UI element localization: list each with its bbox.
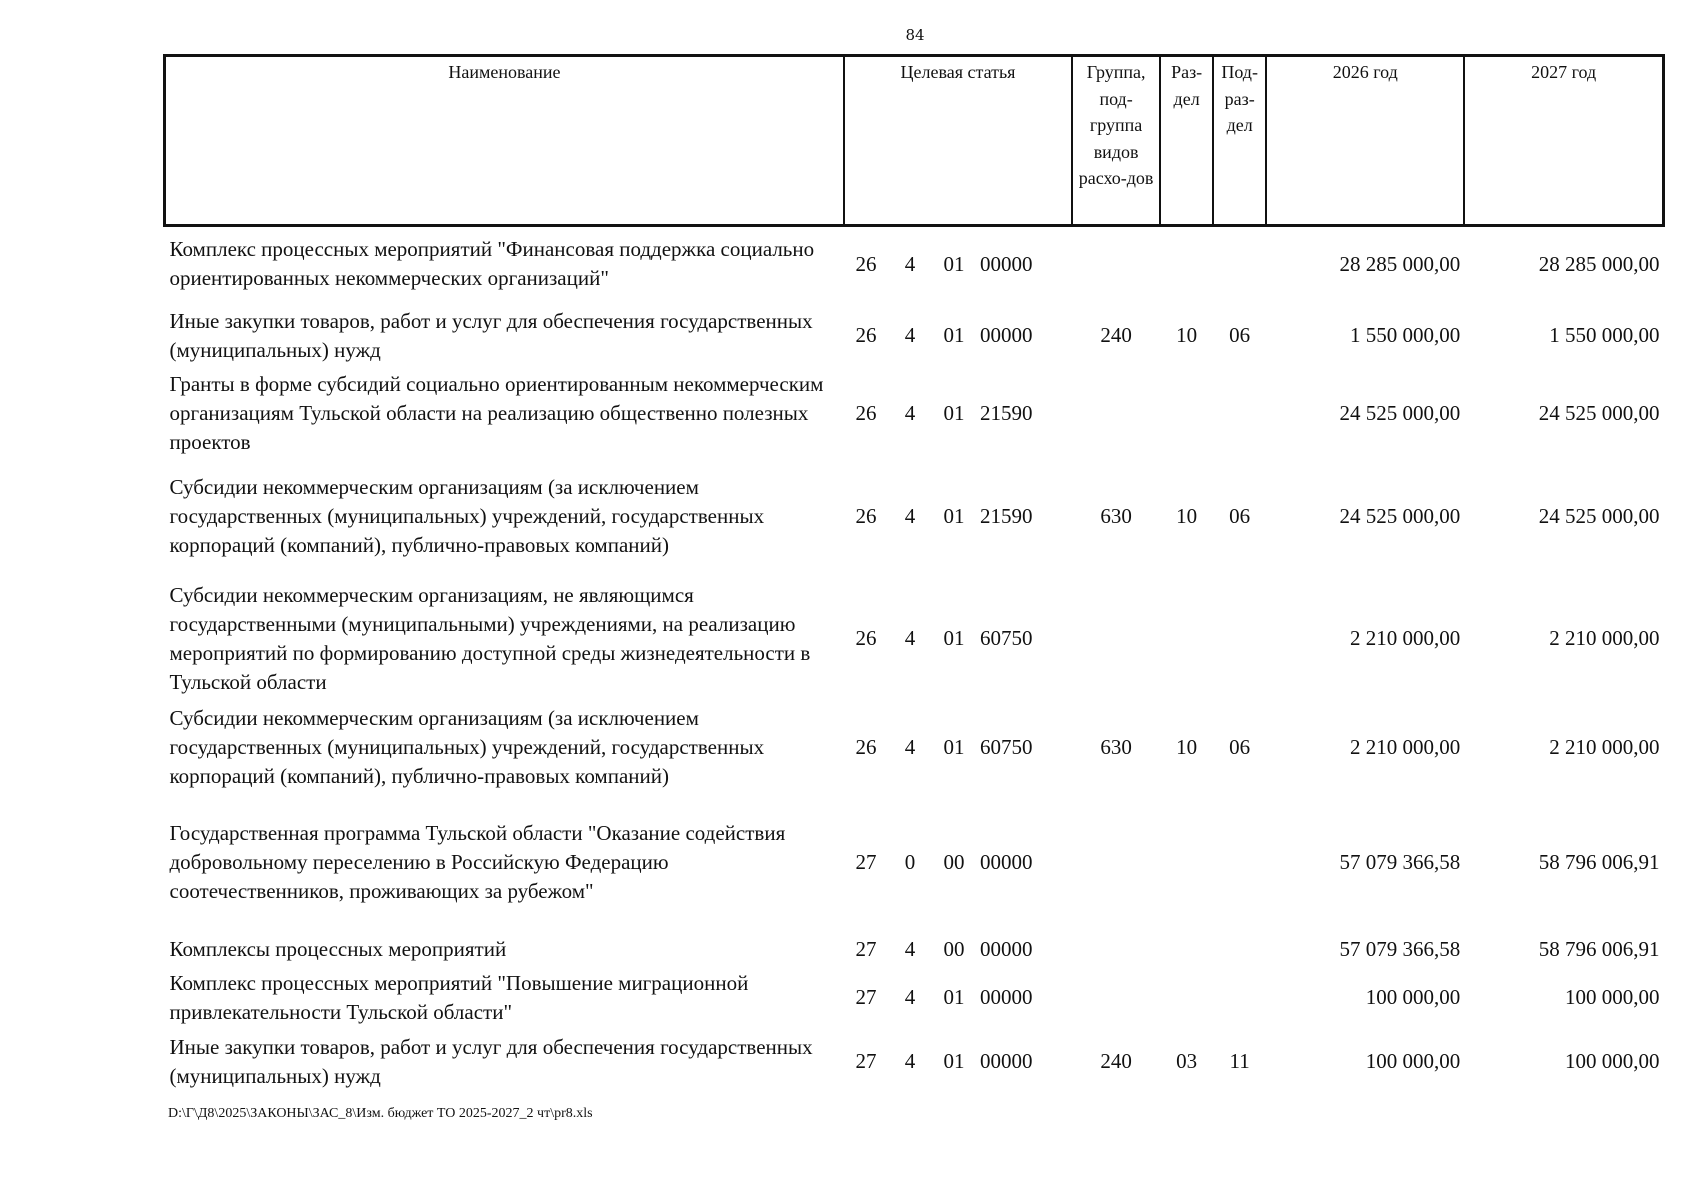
code-subsection: 06: [1229, 323, 1251, 347]
code-program: 26: [855, 735, 877, 759]
amount-2027: 24 525 000,00: [1538, 504, 1660, 528]
amount-2027: 1 550 000,00: [1549, 323, 1660, 347]
code-direction: 21590: [979, 504, 1033, 528]
code-subsection: [1213, 370, 1266, 457]
code-expense-group: [1072, 370, 1160, 457]
code-direction: 00000: [979, 323, 1033, 347]
header-target-article: Целевая статья: [844, 56, 1072, 226]
table-header-row: [165, 56, 1664, 226]
amount-2027: 58 796 006,91: [1538, 937, 1660, 961]
amount-2026: 57 079 366,58: [1339, 937, 1461, 961]
table-row: [165, 577, 1664, 701]
code-program: 26: [855, 251, 877, 276]
code-section: [1160, 969, 1213, 1027]
code-complex: 01: [943, 251, 965, 276]
code-program: 27: [855, 937, 877, 961]
header-section: Раз-дел: [1160, 56, 1213, 226]
row-name: Государственная программа Тульской области "Оказание содействия добровольному переселению в Российскую Федерацию соотечественников, проживающих за рубежом": [169, 821, 786, 903]
header-year-2027: 2027 год: [1464, 56, 1663, 226]
table-row: [165, 457, 1664, 577]
table-row: [165, 226, 1664, 302]
code-type: 4: [904, 735, 916, 759]
row-name: Субсидии некоммерческим организациям, не являющимся государственными (муниципальными) учреждениями, на реализацию мероприятий по формированию доступной среды жизнедеятельности в Тульской области: [169, 582, 811, 694]
code-section: 10: [1176, 323, 1198, 347]
code-expense-group: [1072, 226, 1160, 302]
code-expense-group: 630: [1100, 504, 1132, 528]
code-type: 0: [904, 850, 916, 874]
header-subsection: Под-раз-дел: [1213, 56, 1266, 226]
budget-table: [163, 54, 1665, 1097]
code-complex: 01: [943, 735, 965, 759]
code-expense-group: [1072, 795, 1160, 931]
code-subsection: [1213, 226, 1266, 302]
code-section: [1160, 931, 1213, 969]
code-type: 4: [904, 937, 916, 961]
page-number: 84: [905, 26, 925, 44]
code-complex: 00: [943, 850, 965, 874]
amount-2027: 2 210 000,00: [1549, 735, 1660, 759]
row-name: Иные закупки товаров, работ и услуг для обеспечения государственных (муниципальных) нужд: [169, 308, 813, 362]
code-subsection: [1213, 931, 1266, 969]
amount-2027: 28 285 000,00: [1538, 251, 1660, 276]
code-section: 10: [1176, 504, 1198, 528]
code-program: 26: [855, 323, 877, 347]
table-row: [165, 795, 1664, 931]
code-direction: 60750: [979, 735, 1033, 759]
code-subsection: 06: [1229, 735, 1251, 759]
code-direction: 21590: [979, 400, 1033, 425]
table-body: [165, 226, 1664, 1097]
code-type: 4: [904, 626, 916, 650]
row-name: Иные закупки товаров, работ и услуг для обеспечения государственных (муниципальных) нужд: [169, 1034, 813, 1088]
code-direction: 00000: [979, 1049, 1033, 1073]
code-complex: 01: [943, 323, 965, 347]
row-name: Комплекс процессных мероприятий "Повышение миграционной привлекательности Тульской области": [169, 970, 749, 1024]
row-name: Субсидии некоммерческим организациям (за исключением государственных (муниципальных) учреждений, государственных корпораций (компаний), публично-правовых компаний): [169, 706, 765, 788]
row-name: Субсидии некоммерческим организациям (за исключением государственных (муниципальных) учреждений, государственных корпораций (компаний), публично-правовых компаний): [169, 475, 765, 557]
amount-2027: 100 000,00: [1565, 985, 1660, 1009]
table-row: [165, 370, 1664, 457]
code-program: 26: [855, 400, 877, 425]
amount-2027: 24 525 000,00: [1538, 400, 1660, 425]
code-expense-group: [1072, 931, 1160, 969]
code-section: 03: [1176, 1049, 1198, 1073]
code-type: 4: [904, 504, 916, 528]
code-program: 27: [855, 1049, 877, 1073]
code-section: [1160, 226, 1213, 302]
code-section: [1160, 370, 1213, 457]
code-section: 10: [1176, 735, 1198, 759]
amount-2026: 24 525 000,00: [1339, 400, 1461, 425]
code-complex: 01: [943, 504, 965, 528]
amount-2026: 2 210 000,00: [1350, 735, 1461, 759]
code-type: 4: [904, 323, 916, 347]
code-subsection: [1213, 577, 1266, 701]
code-type: 4: [904, 400, 916, 425]
table-row: [165, 701, 1664, 795]
code-complex: 01: [943, 626, 965, 650]
code-subsection: [1213, 969, 1266, 1027]
amount-2026: 1 550 000,00: [1350, 323, 1461, 347]
table-row: [165, 969, 1664, 1027]
code-expense-group: 630: [1100, 735, 1132, 759]
amount-2026: 100 000,00: [1365, 1049, 1461, 1073]
amount-2026: 100 000,00: [1365, 985, 1461, 1009]
amount-2027: 58 796 006,91: [1538, 850, 1660, 874]
code-expense-group: [1072, 969, 1160, 1027]
code-complex: 01: [943, 400, 965, 425]
code-complex: 01: [943, 1049, 965, 1073]
code-section: [1160, 795, 1213, 931]
amount-2026: 2 210 000,00: [1350, 626, 1461, 650]
footer-file-path: D:\Г\Д8\2025\ЗАКОНЫ\ЗАС_8\Изм. бюджет ТО 2025-2027_2 чт\pr8.xls: [168, 1106, 593, 1121]
amount-2026: 24 525 000,00: [1339, 504, 1461, 528]
code-program: 27: [855, 985, 877, 1009]
row-name: Комплексы процессных мероприятий: [169, 937, 507, 961]
code-section: [1160, 577, 1213, 701]
code-program: 26: [855, 626, 877, 650]
code-direction: 00000: [979, 985, 1033, 1009]
amount-2027: 2 210 000,00: [1549, 626, 1660, 650]
code-program: 27: [855, 850, 877, 874]
code-type: 4: [904, 251, 916, 276]
amount-2026: 28 285 000,00: [1339, 251, 1461, 276]
amount-2026: 57 079 366,58: [1339, 850, 1461, 874]
table-row: [165, 1027, 1664, 1097]
code-subsection: 06: [1229, 504, 1251, 528]
row-name: Комплекс процессных мероприятий "Финансовая поддержка социально ориентированных некоммерческих организаций": [169, 237, 815, 291]
table-row: [165, 302, 1664, 370]
code-expense-group: 240: [1100, 1049, 1132, 1073]
table-row: [165, 931, 1664, 969]
code-program: 26: [855, 504, 877, 528]
code-subsection: 11: [1229, 1049, 1250, 1073]
code-complex: 00: [943, 937, 965, 961]
code-expense-group: [1072, 577, 1160, 701]
code-direction: 60750: [979, 626, 1033, 650]
header-year-2026: 2026 год: [1266, 56, 1464, 226]
code-direction: 00000: [979, 937, 1033, 961]
code-complex: 01: [943, 985, 965, 1009]
code-type: 4: [904, 1049, 916, 1073]
header-name: Наименование: [165, 56, 844, 226]
code-subsection: [1213, 795, 1266, 931]
code-expense-group: 240: [1100, 323, 1132, 347]
code-direction: 00000: [979, 850, 1033, 874]
code-direction: 00000: [979, 251, 1033, 276]
code-type: 4: [904, 985, 916, 1009]
row-name: Гранты в форме субсидий социально ориентированным некоммерческим организациям Тульской области на реализацию общественно полезных проектов: [169, 371, 824, 454]
amount-2027: 100 000,00: [1565, 1049, 1660, 1073]
header-expense-group: Группа, под-группа видов расхо-дов: [1072, 56, 1160, 226]
